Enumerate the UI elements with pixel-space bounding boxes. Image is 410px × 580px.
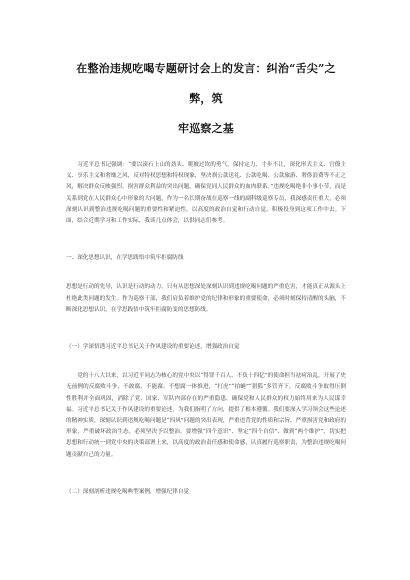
intro-paragraph: 习近平总书记强调：“要以滚石上山的劲头、爬坡过坎的勇气，保持定力、寸步不让，深化形式主义、官僚主义、享乐主义和奢靡之风，反对特权思想和特权现象，坚决刹公款送礼、公款吃喝、公款旅游、奢侈浪费等不正之风，解决群众反映强烈、损害群众利益的突出问题，确保党同人民群众的血肉联系。”违规吃喝绝非小事小节，而是关系到党在人民群众心中形象的大问题。作为一名长期奋战在巡察一线的副科级巡察专员，我深感责任重大，必须深刻认识到整治违规吃喝问题的重要性和紧迫性，以高度的政治自觉和行动自觉，积极投身到这项工作中去。下面，结合近期学习和工作实际，我谈几点体会，以供同志们参考。 <box>66 162 346 225</box>
section-1-paragraph: 思想是行动的先导，认识是行动的动力。只有从思想深处深刻认识到违规吃喝问题的严重危害，才能真正从源头上杜绝此类问题的发生。作为巡察干部，我们肩负着维护党的纪律和形象的重要使命，必须时刻保持清醒的头脑，不断深化思想认识，在学思践悟中筑牢拒腐防变的思想防线。 <box>66 284 346 313</box>
title-line-1: 在整治违规吃喝专题研讨会上的发言：纠治“舌尖”之弊，筑 <box>76 62 336 105</box>
document-title <box>66 0 346 144</box>
subsection-1-heading: （一）学深悟透习近平总书记关于作风建设的重要论述，增强政治自觉 <box>66 344 240 351</box>
title-line-2: 牢巡察之基 <box>178 122 234 135</box>
section-1-heading: 一、深化思想认识，在学思践悟中筑牢拒腐防线 <box>66 255 184 262</box>
subsection-1-paragraph: 党的十八大以来，以习近平同志为核心的党中央以“得罪千百人、不负十四亿”的使命担当祛疴治乱，开展了史无前例的反腐败斗争，不敢腐、不能腐、不想腐一体推进，“打虎”“拍蝇”“猎狐”多管齐下，反腐败斗争取得压倒性胜利并全面巩固，消除了党、国家、军队内部存在的严重隐患，确保党和人民群众的权力始终用来为人民谋幸福。习近平总书记关于作风建设的重要论述，为我们指明了方向，提供了根本遵循。我们要深入学习领会这些论述的精神实质，深刻认识到违规吃喝问题是“四风”问题的突出表现，严重违背党的性质和宗旨，严重损害党和政府的形象，严重破坏政治生态。必须坚决予以整治。要增强“四个意识”、坚定“四个自信”、做到“两个维护”，切实把思想和行动统一到党中央的决策部署上来，以高度的政治责任感和使命感，认真履行巡察职责，为整治违规吃喝问题贡献自己的力量。 <box>66 373 346 458</box>
subsection-2-heading: （二）深刻剖析违规吃喝典型案例，增强纪律自觉 <box>66 488 190 495</box>
